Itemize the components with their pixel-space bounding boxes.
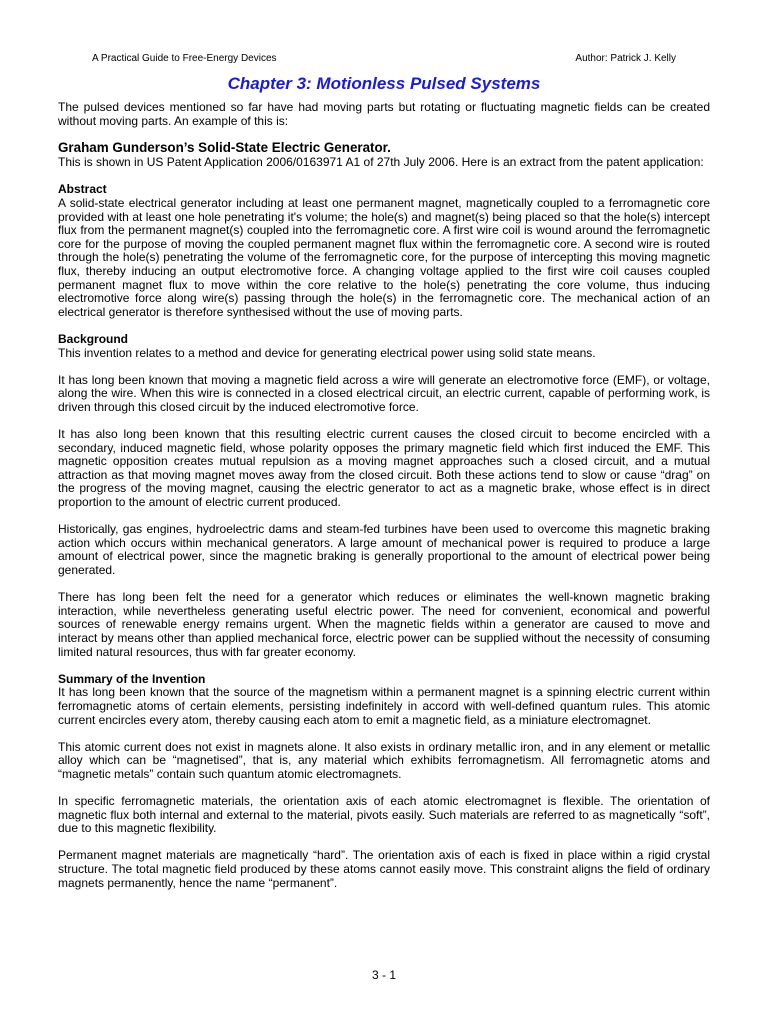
background-heading: Background (58, 331, 129, 346)
summary-paragraph: It has long been known that the source of the magnetism within a permanent magnet is a spinning electric current within ferromagnetic atoms of certain elements, persisting indefinitely in accord with well-defined quantum rules. This atomic current encircles every atom, thereby causing each atom to emit a magnetic field, as a miniature electromagnet. (58, 685, 710, 727)
summary-heading: Summary of the Invention (58, 671, 206, 686)
header-author: Author: Patrick J. Kelly (575, 53, 676, 64)
background-paragraph: There has long been felt the need for a generator which reduces or eliminates the well-known magnetic braking interaction, while nevertheless generating useful electric power. The need for convenient, economical and powerful sources of renewable energy remains urgent. When the magnetic fields within a generator are caused to move and interact by means other than applied mechanical force, electric power can be supplied without the necessity of consuming limited natural resources, thus with far greater economy. (58, 590, 710, 659)
chapter-title: Chapter 3: Motionless Pulsed Systems (227, 74, 541, 93)
summary-paragraph: In specific ferromagnetic materials, the orientation axis of each atomic electromagnet is flexible. The orientation of magnetic flux both internal and external to the material, pivots easily. Such materials are referred to as magnetically “soft”, due to this magnetic flexibility. (58, 794, 710, 836)
background-paragraph: It has long been known that moving a magnetic field across a wire will generate an electromotive force (EMF), or voltage, along the wire. When this wire is connected in a closed electrical circuit, an electric current, capable of performing work, is driven through this closed circuit by the induced electromotive force. (58, 372, 710, 414)
header-book-title: A Practical Guide to Free-Energy Devices (92, 53, 277, 64)
abstract-paragraph: A solid-state electrical generator including at least one permanent magnet, magnetically coupled to a ferromagnetic core provided with at least one hole penetrating it's volume; the hole(s) and magnet(s) being placed so that the hole(s) intercept flux from the permanent magnet(s) coupled into the ferromagnetic core. A first wire coil is wound around the ferromagnetic core for the purpose of moving the coupled permanent magnet flux within the ferromagnetic core. A second wire is routed through the hole(s) penetrating the volume of the ferromagnetic core, for the purpose of intercepting this moving magnetic flux, thereby inducing an output electromotive force. A changing voltage applied to the first wire coil causes coupled permanent magnet flux to move within the core relative to the hole(s) penetrating the core volume, thus inducing electromotive force along wire(s) passing through the hole(s) in the ferromagnetic core. The mechanical action of an electrical generator is therefore synthesised without the use of moving parts. (58, 195, 710, 319)
intro-paragraph: The pulsed devices mentioned so far have had moving parts but rotating or fluctuating magnetic fields can be created without moving parts. An example of this is: (58, 100, 710, 128)
background-paragraph: It has also long been known that this resulting electric current causes the closed circuit to become encircled with a secondary, induced magnetic field, whose polarity opposes the primary magnetic field which first induced the EMF. This magnetic opposition creates mutual repulsion as a moving magnet approaches such a closed circuit, and a mutual attraction as that moving magnet moves away from the closed circuit. Both these actions tend to slow or cause “drag” on the progress of the moving magnet, causing the electric generator to act as a magnetic brake, whose effect is in direct proportion to the amount of electric current produced. (58, 427, 710, 510)
background-paragraph: This invention relates to a method and device for generating electrical power using solid state means. (58, 345, 596, 360)
page-number: 3 - 1 (371, 968, 396, 982)
section-heading: Graham Gunderson’s Solid-State Electric Generator. (58, 140, 391, 156)
summary-paragraph: This atomic current does not exist in magnets alone. It also exists in ordinary metallic iron, and in any element or metallic alloy which can be “magnetised”, that is, any material which exhibits ferromagnetism. All ferromagnetic atoms and “magnetic metals” contain such quantum atomic electromagnets. (58, 739, 710, 781)
abstract-heading: Abstract (58, 182, 107, 197)
section-intro-paragraph: This is shown in US Patent Application 2006/0163971 A1 of 27th July 2006. Here is an extract from the patent application: (58, 155, 704, 170)
summary-paragraph: Permanent magnet materials are magnetically “hard”. The orientation axis of each is fixed in place within a rigid crystal structure. The total magnetic field produced by these atoms cannot easily move. This constraint aligns the field of ordinary magnets permanently, hence the name “permanent”. (58, 848, 710, 890)
document-body (58, 101, 710, 904)
background-paragraph: Historically, gas engines, hydroelectric dams and steam-fed turbines have been used to overcome this magnetic braking action which occurs within mechanical generators. A large amount of mechanical power is required to produce a large amount of electrical power, since the magnetic braking is generally proportional to the amount of electrical power being generated. (58, 522, 710, 577)
